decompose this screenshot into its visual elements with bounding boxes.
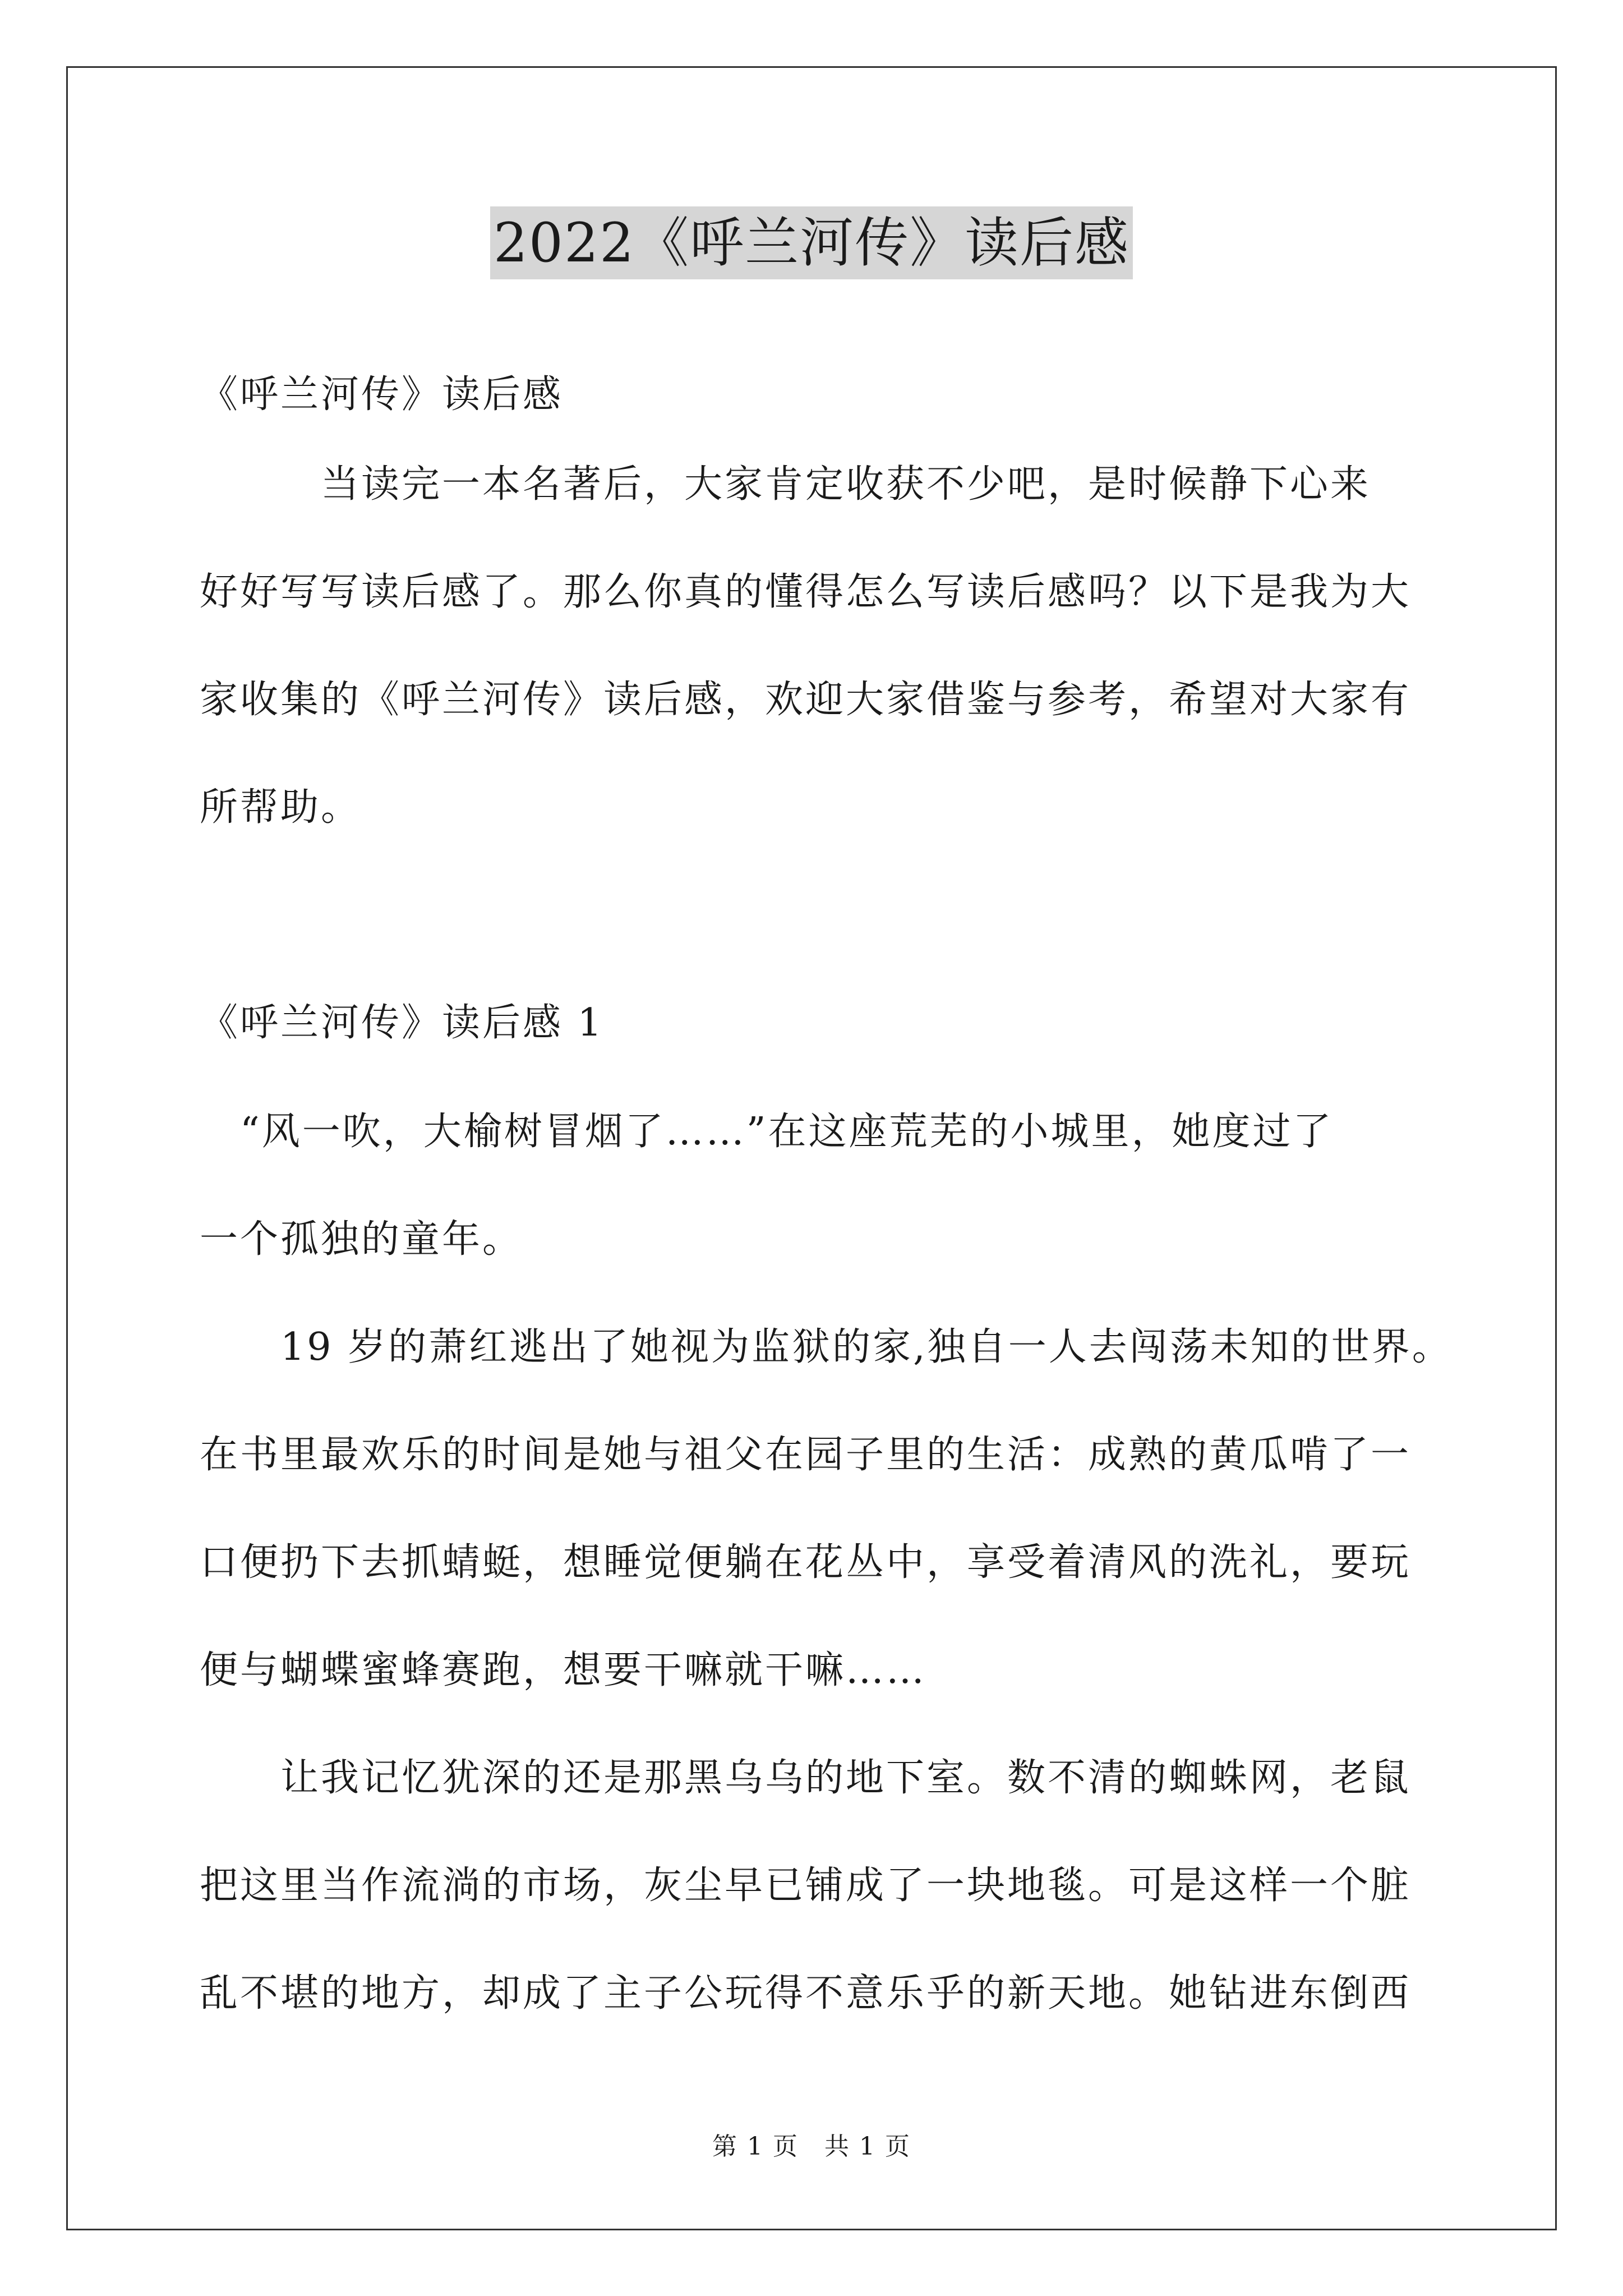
title-container — [0, 206, 1623, 279]
body-line-3: 19 岁的萧红逃出了她视为监狱的家,独自一人去闯荡未知的世界。 — [200, 1325, 1453, 1369]
intro-line-3: 家收集的《呼兰河传》读后感，欢迎大家借鉴与参考，希望对大家有 — [200, 678, 1412, 722]
intro-line-1: 当读完一本名著后，大家肯定收获不少吧，是时候静下心来 — [200, 462, 1371, 507]
body-line-9: 乱不堪的地方，却成了主子公玩得不意乐乎的新天地。她钻进东倒西 — [200, 1971, 1412, 2016]
page-footer: 第 1 页 共 1 页 — [712, 2132, 911, 2161]
body-line-6: 便与蝴蝶蜜蜂赛跑，想要干嘛就干嘛…… — [200, 1648, 927, 1692]
body-line-8: 把这里当作流淌的市场，灰尘早已铺成了一块地毯。可是这样一个脏 — [200, 1864, 1412, 1908]
body-line-2: 一个孤独的童年。 — [200, 1217, 523, 1262]
intro-line-2: 好好写写读后感了。那么你真的懂得怎么写读后感吗？以下是我为大 — [200, 570, 1412, 614]
document-title: 2022《呼兰河传》读后感 — [490, 206, 1133, 279]
intro-line-4: 所帮助。 — [200, 785, 362, 830]
body-line-7: 让我记忆犹深的还是那黑乌乌的地下室。数不清的蜘蛛网，老鼠 — [200, 1756, 1412, 1800]
section-heading: 《呼兰河传》读后感 — [200, 372, 564, 417]
body-line-1: “风一吹，大榆树冒烟了……”在这座荒芜的小城里，她度过了 — [200, 1110, 1334, 1154]
body-line-4: 在书里最欢乐的时间是她与祖父在园子里的生活：成熟的黄瓜啃了一 — [200, 1433, 1412, 1477]
body-line-5: 口便扔下去抓蜻蜓，想睡觉便躺在花丛中，享受着清风的洗礼，要玩 — [200, 1540, 1412, 1585]
section-heading-1: 《呼兰河传》读后感 1 — [200, 1001, 604, 1045]
